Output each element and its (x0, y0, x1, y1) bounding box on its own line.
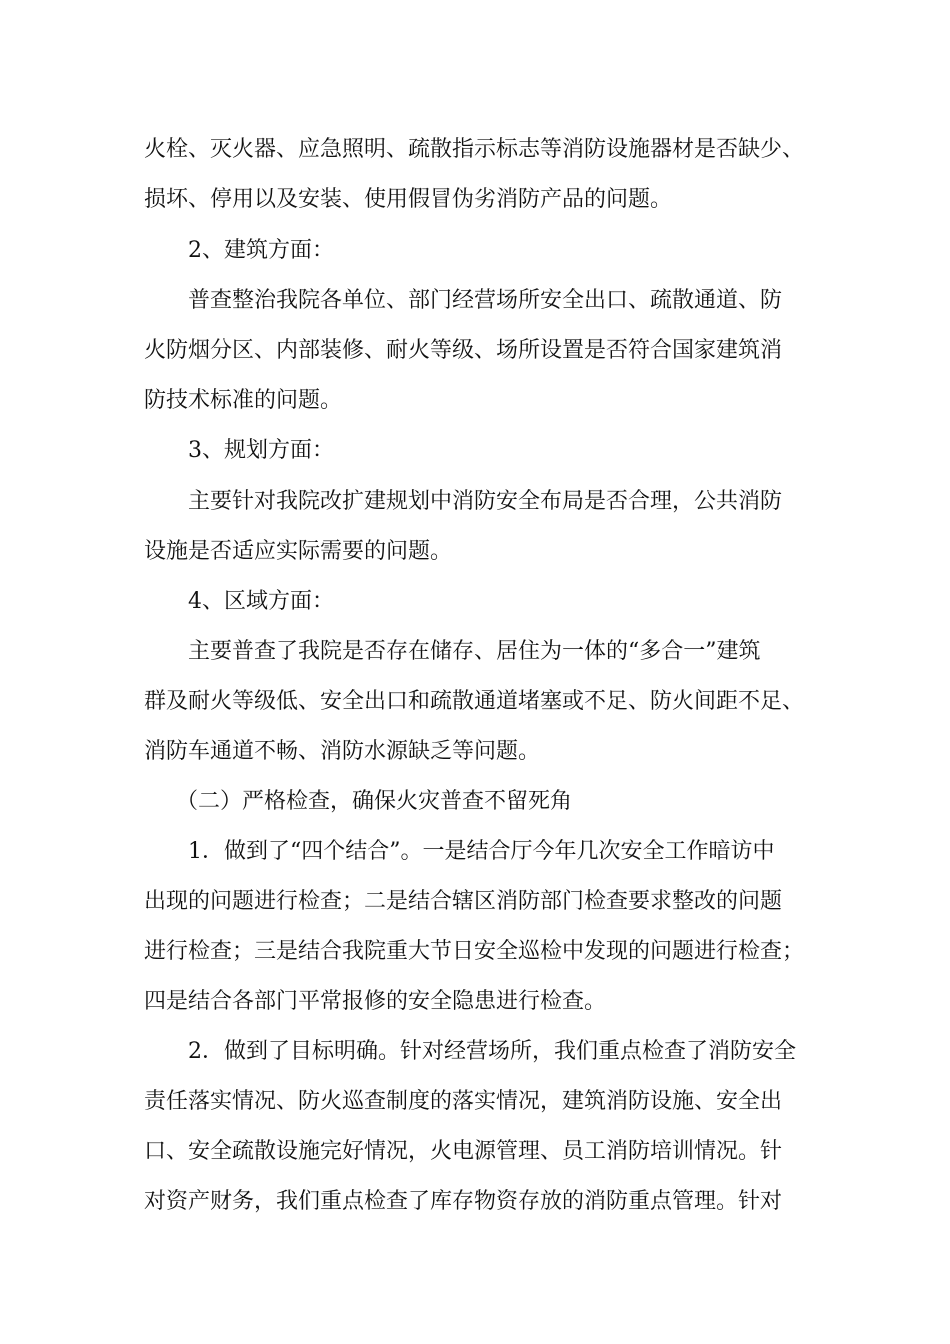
paragraph-start: 主要普查了我院是否存在储存、居住为一体的“多合一”建筑 (188, 639, 761, 664)
section-heading: 4、区域方面： (188, 589, 334, 614)
text-line: 损坏、停用以及安装、使用假冒伪劣消防产品的问题。 (144, 187, 673, 212)
text-line: 设施是否适应实际需要的问题。 (144, 539, 453, 564)
text-line: 消防车通道不畅、消防水源缺乏等问题。 (144, 739, 541, 764)
section-heading: 2、建筑方面： (188, 238, 334, 263)
text-line: 火栓、灭火器、应急照明、疏散指示标志等消防设施器材是否缺少、 (144, 137, 805, 162)
paragraph-start: 主要针对我院改扩建规划中消防安全布局是否合理，公共消防 (188, 489, 783, 514)
text-line: 口、安全疏散设施完好情况，火电源管理、员工消防培训情况。针 (144, 1139, 783, 1164)
text-line: 对资产财务，我们重点检查了库存物资存放的消防重点管理。针对 (144, 1189, 783, 1214)
section-heading: （二）严格检查，确保火灾普查不留死角 (176, 789, 573, 814)
text-line: 责任落实情况、防火巡查制度的落实情况，建筑消防设施、安全出 (144, 1089, 783, 1114)
paragraph-start: 普查整治我院各单位、部门经营场所安全出口、疏散通道、防 (188, 288, 783, 313)
text-line: 进行检查；三是结合我院重大节日安全巡检中发现的问题进行检查； (144, 939, 805, 964)
text-line: 防技术标准的问题。 (144, 388, 343, 413)
section-heading: 3、规划方面： (188, 438, 334, 463)
text-line: 四是结合各部门平常报修的安全隐患进行检查。 (144, 989, 607, 1014)
text-line: 火防烟分区、内部装修、耐火等级、场所设置是否符合国家建筑消 (144, 338, 783, 363)
text-line: 出现的问题进行检查；二是结合辖区消防部门检查要求整改的问题 (144, 889, 783, 914)
paragraph-start: 2．做到了目标明确。针对经营场所，我们重点检查了消防安全 (188, 1039, 796, 1064)
paragraph-start: 1．做到了“四个结合”。一是结合厅今年几次安全工作暗访中 (188, 839, 775, 864)
text-line: 群及耐火等级低、安全出口和疏散通道堵塞或不足、防火间距不足、 (144, 689, 805, 714)
